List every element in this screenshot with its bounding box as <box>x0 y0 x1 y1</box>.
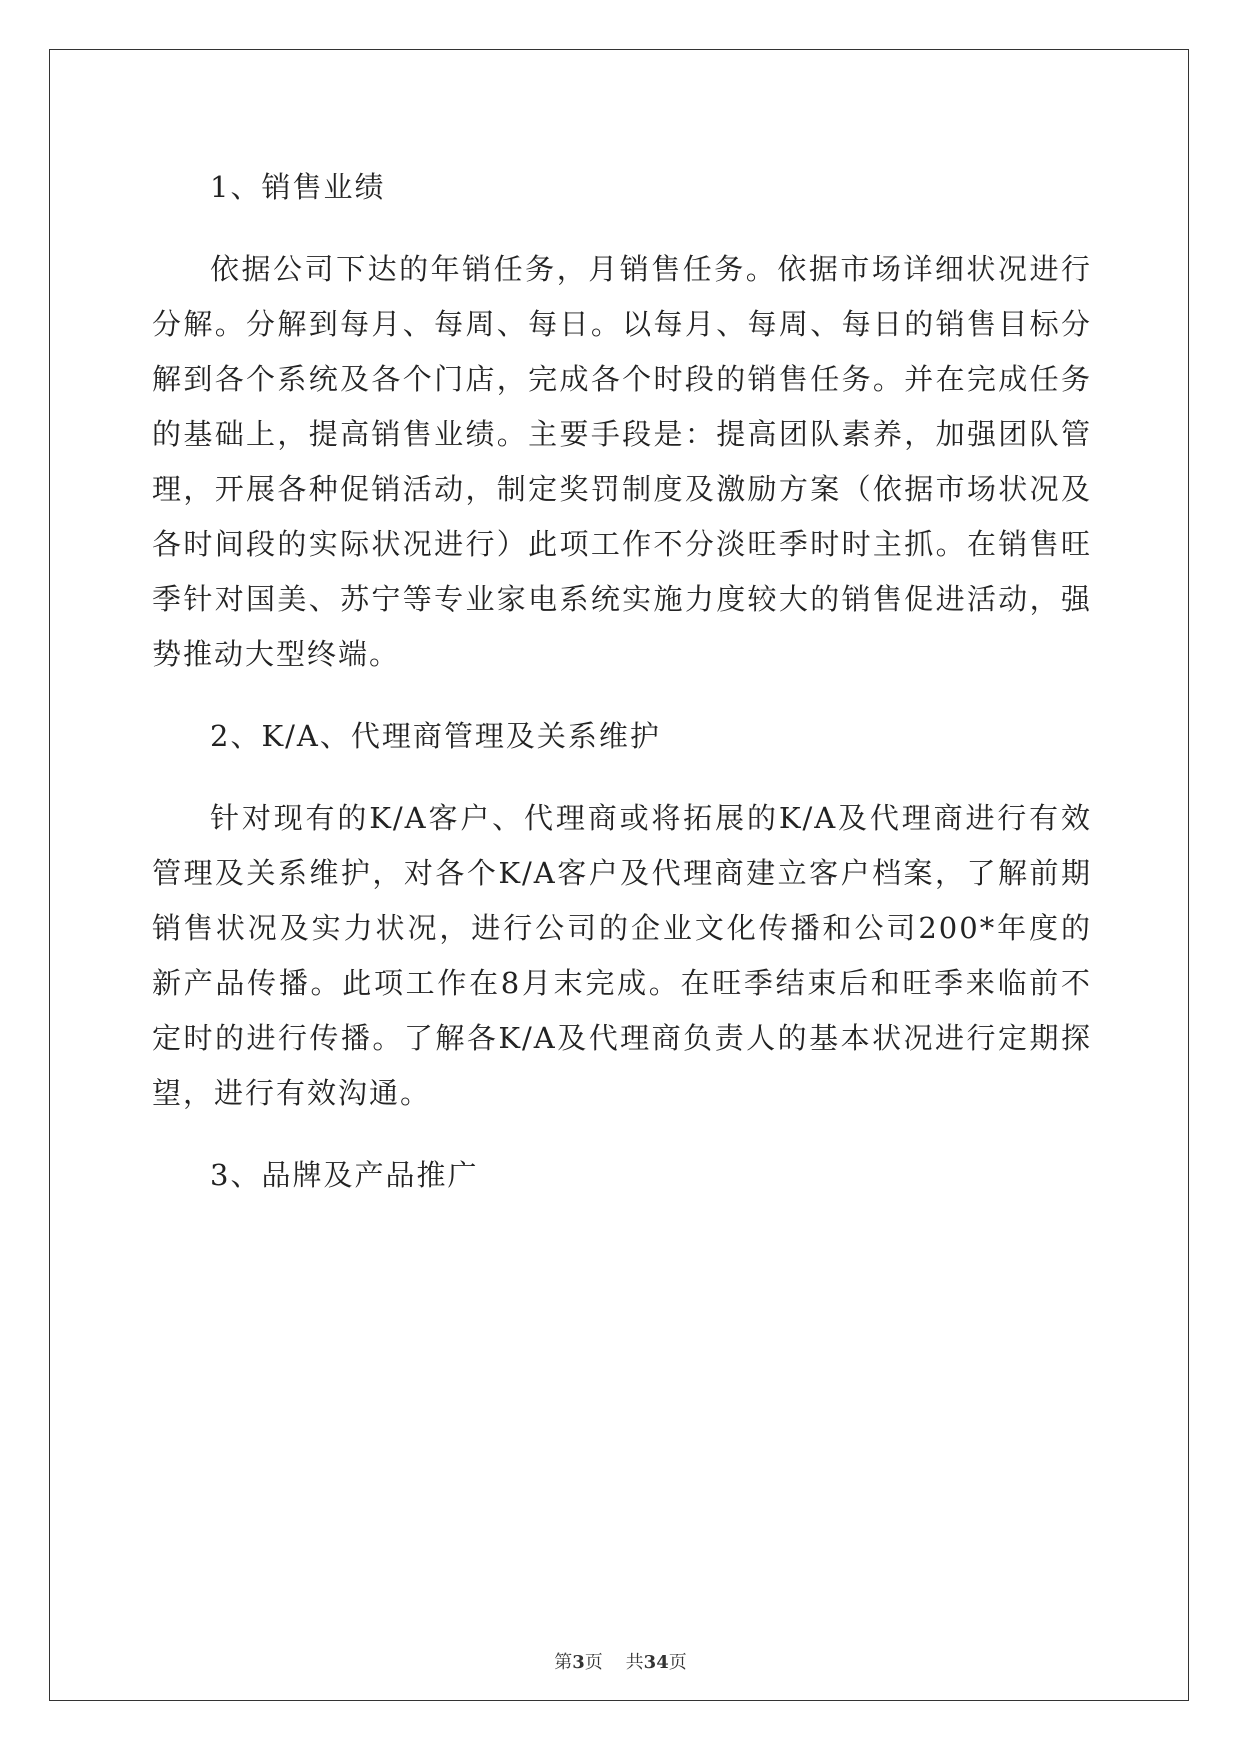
footer-total-suffix: 页 <box>668 1652 687 1673</box>
current-page-number: 3 <box>572 1652 585 1673</box>
section-3-heading: 3、品牌及产品推广 <box>210 1158 479 1192</box>
footer-prefix: 第 <box>554 1652 573 1673</box>
section-1-body: 依据公司下达的年销任务，月销售任务。依据市场详细状况进行分解。分解到每月、每周、每日。以每月、每周、每日的销售目标分解到各个系统及各个门店，完成各个时段的销售任务。并在完成任务的基础上，提高销售业绩。主要手段是：提高团队素养，加强团队管理，开展各种促销活动，制定奖罚制度及激励方案（依据市场状况及各时间段的实际状况进行）此项工作不分淡旺季时时主抓。在销售旺季针对国美、苏宁等专业家电系统实施力度较大的销售促进活动，强势推动大型终端。 <box>152 252 1092 671</box>
section-2-heading: 2、K/A、代理商管理及关系维护 <box>210 719 661 753</box>
section-2-body: 针对现有的K/A客户、代理商或将拓展的K/A及代理商进行有效管理及关系维护，对各个K/A客户及代理商建立客户档案，了解前期销售状况及实力状况，进行公司的企业文化传播和公司200*年度的新产品传播。此项工作在8月末完成。在旺季结束后和旺季来临前不定时的进行传播。了解各K/A及代理商负责人的基本状况进行定期探望，进行有效沟通。 <box>152 801 1092 1110</box>
page-footer <box>0 1648 1241 1674</box>
footer-page-word: 页 <box>584 1652 603 1673</box>
footer-total-prefix: 共 <box>625 1652 644 1673</box>
total-pages-number: 34 <box>643 1652 669 1673</box>
document-body <box>152 160 1092 1230</box>
section-1-heading: 1、销售业绩 <box>210 170 386 204</box>
